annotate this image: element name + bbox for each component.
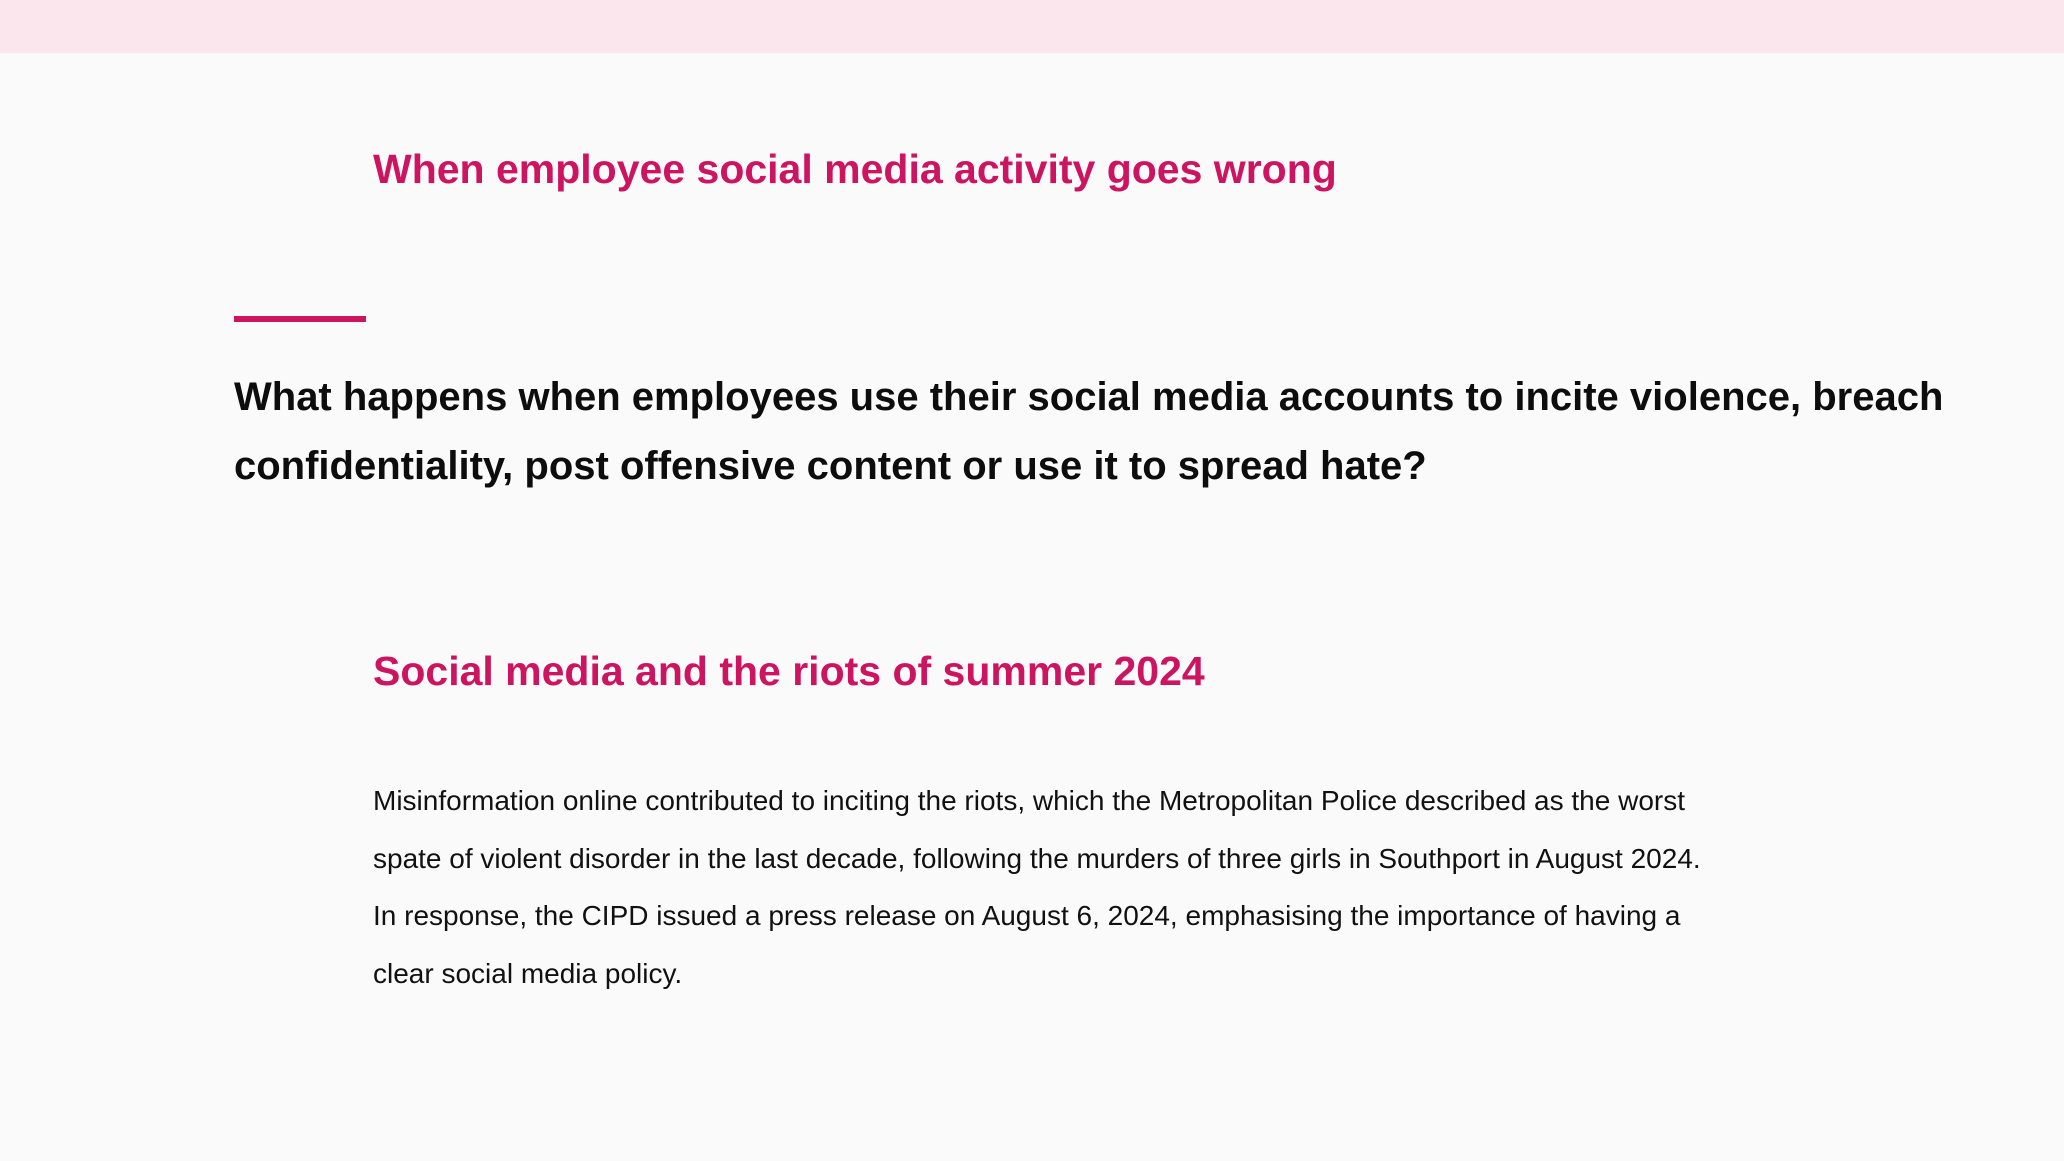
section-title-riots-2024: Social media and the riots of summer 2024 [373,648,1205,694]
accent-divider [234,316,366,322]
section-title-employee-social-media: When employee social media activity goes wrong [373,146,1337,192]
lead-question: What happens when employees use their social media accounts to incite violence, breach confidentiality, post offensive content or use it to spread hate? [234,375,1944,488]
top-header-band [0,0,2064,53]
body-paragraph: Misinformation online contributed to inciting the riots, which the Metropolitan Police described as the worst spate of violent disorder in the last decade, following the murders of three girls in Southport in August 2024. In response, the CIPD issued a press release on August 6, 2024, emphasising the importance of having a clear social media policy. [373,785,1701,989]
